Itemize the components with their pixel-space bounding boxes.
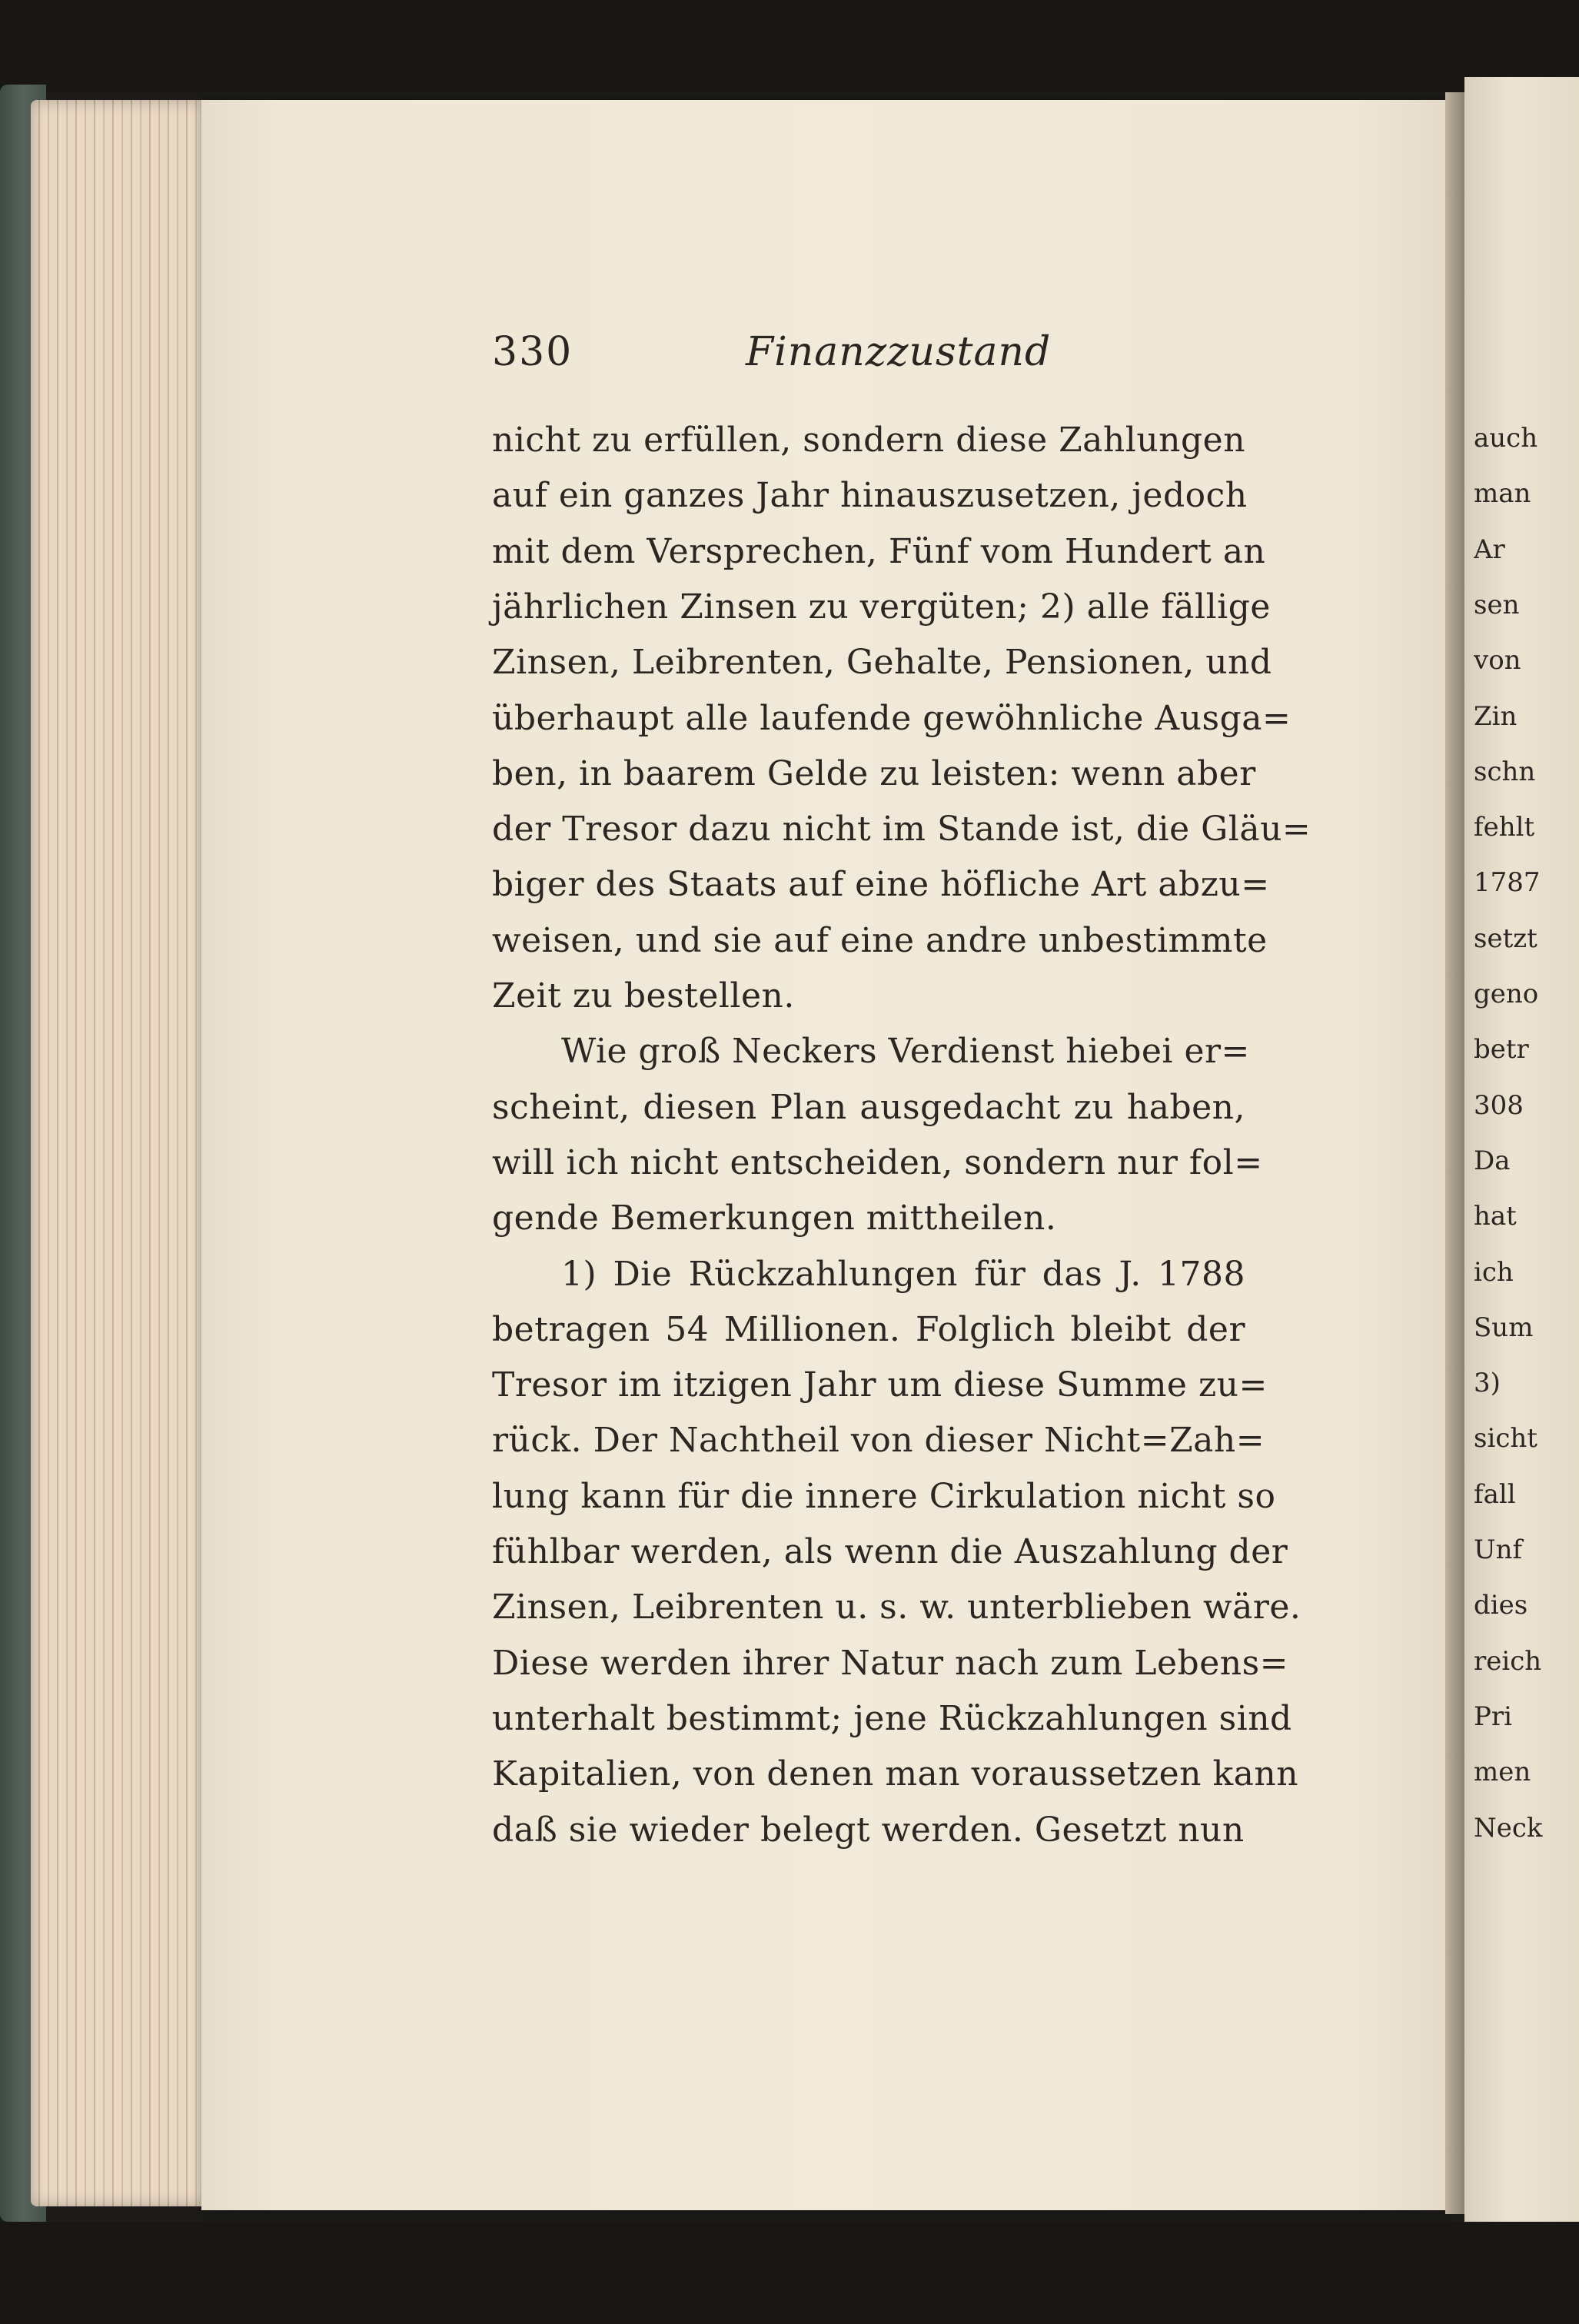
facing-page-line: Ar (1474, 534, 1505, 565)
text-line: Diese werden ihrer Natur nach zum Lebens= (492, 1643, 1289, 1683)
text-line: will ich nicht entscheiden, sondern nur fol= (492, 1142, 1263, 1182)
facing-page-line: sicht (1474, 1423, 1537, 1455)
facing-page-line: ich (1474, 1256, 1514, 1288)
facing-page-line: 3) (1474, 1368, 1501, 1399)
running-title: Finanzzustand (746, 329, 1052, 375)
text-line: unterhalt bestimmt; jene Rückzahlungen sind (492, 1698, 1292, 1738)
text-line: überhaupt alle laufende gewöhnliche Ausga= (492, 698, 1291, 738)
facing-page-line: auch (1474, 423, 1538, 454)
text-line: auf ein ganzes Jahr hinauszusetzen, jedoch (492, 476, 1248, 516)
text-line: Zeit zu bestellen. (492, 976, 795, 1016)
facing-page-line: fall (1474, 1478, 1516, 1510)
facing-page (1464, 77, 1579, 2237)
facing-page-line: Sum (1474, 1312, 1534, 1343)
facing-page-line: Pri (1474, 1701, 1513, 1732)
text-line: mit dem Versprechen, Fünf vom Hundert an (492, 531, 1266, 571)
text-line: scheint, diesen Plan ausgedacht zu haben, (492, 1087, 1245, 1127)
text-line: Tresor im itzigen Jahr um diese Summe zu= (492, 1365, 1268, 1405)
facing-page-line: betr (1474, 1034, 1529, 1066)
facing-page-line: dies (1474, 1590, 1528, 1621)
text-line: Wie groß Neckers Verdienst hiebei er= (561, 1032, 1250, 1072)
facing-page-line: Unf (1474, 1534, 1523, 1565)
text-line: ben, in baarem Gelde zu leisten: wenn aber (492, 753, 1256, 793)
text-line: Zinsen, Leibrenten, Gehalte, Pensionen, und (492, 643, 1272, 683)
page-header (492, 329, 1245, 391)
facing-page-line: man (1474, 478, 1531, 510)
facing-page-line: schn (1474, 756, 1536, 787)
text-line: lung kann für die innere Cirkulation nicht so (492, 1476, 1276, 1516)
text-line: der Tresor dazu nicht im Stande ist, die Gläu= (492, 810, 1311, 849)
facing-page-line: setzt (1474, 923, 1537, 954)
facing-page-line: 1787 (1474, 867, 1541, 899)
backdrop (0, 0, 1579, 92)
page-edges (31, 100, 215, 2206)
text-line: rück. Der Nachtheil von dieser Nicht=Zah= (492, 1421, 1265, 1461)
text-line: gende Bemerkungen mittheilen. (492, 1199, 1057, 1238)
facing-page-line: reich (1474, 1645, 1542, 1677)
page-number: 330 (492, 329, 573, 375)
text-line: jährlichen Zinsen zu vergüten; 2) alle fällige (492, 587, 1271, 627)
text-line: weisen, und sie auf eine andre unbestimmte (492, 920, 1268, 960)
text-line: 1) Die Rückzahlungen für das J. 1788 (561, 1254, 1245, 1294)
backdrop-bottom (0, 2222, 1579, 2324)
facing-page-line: 308 (1474, 1089, 1524, 1121)
facing-page-line: Neck (1474, 1812, 1543, 1844)
facing-page-line: fehlt (1474, 812, 1535, 843)
text-line: nicht zu erfüllen, sondern diese Zahlungen (492, 421, 1246, 460)
facing-page-line: von (1474, 645, 1521, 677)
facing-page-line: Zin (1474, 700, 1518, 732)
facing-page-line: hat (1474, 1201, 1517, 1232)
text-line: fühlbar werden, als wenn die Auszahlung der (492, 1532, 1288, 1571)
facing-page-line: geno (1474, 979, 1539, 1009)
facing-page-line: Da (1474, 1145, 1511, 1176)
text-line: Zinsen, Leibrenten u. s. w. unterblieben wäre. (492, 1588, 1301, 1627)
text-line: Kapitalien, von denen man voraussetzen kann (492, 1754, 1299, 1794)
facing-page-line: men (1474, 1757, 1531, 1788)
text-line: biger des Staats auf eine höfliche Art abzu= (492, 865, 1270, 905)
text-line: daß sie wieder belegt werden. Gesetzt nun (492, 1810, 1245, 1850)
text-line: betragen 54 Millionen. Folglich bleibt der (492, 1309, 1245, 1349)
facing-page-line: sen (1474, 589, 1520, 620)
